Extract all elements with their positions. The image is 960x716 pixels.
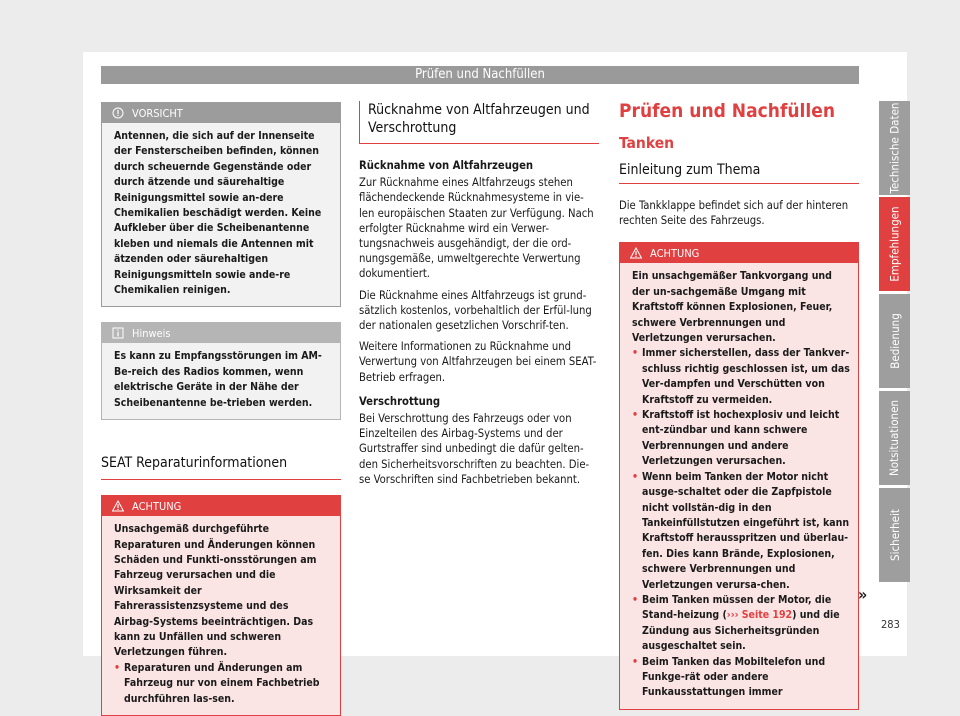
info-square-icon — [112, 327, 124, 339]
bullet-text: Wenn beim Tanken der Motor nicht ausge-schaltet oder die Zapfpistole nicht vollstän-dig in den Tankeinfüllstutzen eingeführt ist, kann Kraftstoff herausspritzen und überlau-fen. Dies kann Brände, Explosionen, schwere Verbrennungen und Verletzungen verursa-chen. — [642, 470, 850, 591]
subheading-return: Rücknahme von Altfahrzeugen — [359, 159, 534, 172]
continue-arrow-icon: » — [858, 585, 868, 604]
bullet-icon: • — [632, 593, 639, 606]
page-link[interactable]: ››› Seite 192 — [726, 609, 793, 622]
paragraph-return-3: Weitere Informationen zu Rücknahme und Verwertung von Altfahrzeugen bei einem SEAT-Betrieb erfragen. — [359, 340, 597, 384]
bullet-text-start: Beim Tanken müssen der Motor, die Stand-heizung ( — [642, 593, 832, 622]
subheading-scrapping: Verschrottung — [359, 394, 441, 408]
tab-empfehlungen[interactable] — [879, 197, 910, 291]
tab-technische-daten[interactable] — [879, 101, 910, 195]
tab-sicherheit[interactable] — [879, 488, 910, 582]
warning-text: Unsachgemäß durchgeführte Reparaturen und Änderungen können Schäden und Funkti-onsstörungen am Fahrzeug verursachen und die Wirksamkeit der Fahrerassistenzsysteme und des Airbag-Systems beeinträchtigen. Das kann zu Unfällen und schweren Verletzungen führen. — [114, 523, 317, 659]
section-title-repair: SEAT Reparaturinformationen — [101, 455, 341, 480]
hint-box — [101, 322, 341, 420]
bullet-icon: • — [114, 661, 121, 674]
intro-paragraph: Die Tankklappe befindet sich auf der hinteren rechten Seite des Fahrzeugs. — [619, 199, 849, 228]
warning-label: ACHTUNG — [650, 246, 700, 260]
bullet-icon: • — [632, 347, 639, 360]
bullet-text: Immer sicherstellen, dass der Tankver-schluss richtig geschlossen ist, um das Ver-dampfen und Verschütten von Kraftstoff zu vermeiden. — [642, 347, 850, 406]
tab-bedienung[interactable] — [879, 294, 910, 388]
page-header: Prüfen und Nachfüllen — [101, 66, 859, 84]
hint-text: Es kann zu Empfangsstörungen im AM-Be-reich des Radios kommen, wenn elektrische Geräte in der Nähe der Scheibenantenne be-trieben werden. — [102, 343, 340, 419]
page-number: 283 — [881, 618, 900, 631]
tab-label: Sicherheit — [887, 509, 902, 561]
bullet-icon: • — [632, 655, 639, 668]
warning-label: ACHTUNG — [132, 499, 182, 513]
caution-text: Antennen, die sich auf der Innenseite der Fensterscheiben befinden, können durch scheuernde Gegenstände oder durch ätzende und säurehaltige Reinigungsmittel sowie an-dere Chemikalien beschädigt werden. Keine Aufkleber über die Scheibenantenne kleben und niemals die Antennen mit ätzenden oder säurehaltigen Reinigungsmitteln sowie ande-re Chemikalien reinigen. — [102, 123, 340, 306]
warning-box-header — [102, 496, 340, 516]
warning-box-header — [620, 243, 858, 263]
warning-bullet — [632, 593, 852, 655]
caution-box — [101, 102, 341, 307]
warning-body — [620, 263, 858, 708]
paragraph-scrapping: Bei Verschrottung des Fahrzeugs oder von Einzelteilen des Airbag-Systems und der Gurtstraffer sind unbedingt die dafür gelten-den Sicherheitsvorschriften zu beachten. Die-se Vorschriften sind Fachbetrieben bekannt. — [359, 412, 590, 486]
right-column — [619, 100, 859, 710]
bullet-text: Reparaturen und Änderungen am Fahrzeug nur von einem Fachbetrieb durchführen las-sen. — [124, 661, 320, 705]
bullet-text-end: ) und die Zündung aus Sicherheitsgründen ausgeschaltet sein. — [642, 609, 840, 653]
chapter-subtitle: Tanken — [619, 134, 675, 152]
paragraph-return-2: Die Rücknahme eines Altfahrzeugs ist grund-sätzlich kostenlos, vorbehaltlich der Erfül-lung der nationalen gesetzlichen Vorschrif-ten. — [359, 288, 592, 333]
section-title-recycling: Rücknahme von Altfahrzeugen und Verschrottung — [359, 101, 599, 144]
caution-label: VORSICHT — [132, 106, 183, 120]
warning-triangle-icon — [630, 247, 642, 259]
bullet-icon: • — [632, 409, 639, 422]
section-title-intro: Einleitung zum Thema — [619, 162, 859, 184]
warning-body — [102, 516, 340, 715]
hint-box-header — [102, 323, 340, 343]
tab-label: Empfehlungen — [887, 206, 902, 282]
chapter-title: Prüfen und Nachfüllen — [619, 100, 836, 122]
tab-label: Technische Daten — [887, 102, 902, 194]
middle-column — [359, 101, 599, 487]
tab-label: Notsituationen — [887, 399, 902, 477]
warning-bullet — [632, 346, 852, 408]
warning-bullet — [632, 655, 852, 701]
warning-box-refuel — [619, 242, 859, 709]
bullet-text — [642, 593, 852, 655]
bullet-text: Kraftstoff ist hochexplosiv und leicht ent-zündbar und kann schwere Verbrennungen und andere Verletzungen verursachen. — [642, 409, 840, 468]
warning-bullet — [114, 661, 330, 707]
warning-box-repair — [101, 495, 341, 716]
left-column — [101, 102, 341, 716]
bullet-text: Beim Tanken das Mobiltelefon und Funkge-rät oder andere Funkausstattungen immer — [642, 655, 826, 699]
tab-label: Bedienung — [887, 313, 902, 369]
tab-notsituationen[interactable] — [879, 391, 910, 485]
info-circle-icon — [112, 107, 124, 119]
caution-box-header — [102, 103, 340, 123]
paragraph-return-1: Zur Rücknahme eines Altfahrzeugs stehen flächendeckende Rücknahmesysteme in vie-len europäischen Staaten zur Verfügung. Nach erfolgter Rücknahme wird ein Verwer-tungsnachweis ausgehändigt, der die ord-nungsgemäße, umweltgerechte Verwertung dokumentiert. — [359, 176, 594, 281]
hint-label: Hinweis — [132, 326, 171, 340]
warning-triangle-icon — [112, 500, 124, 512]
warning-bullet — [632, 470, 852, 593]
warning-text: Ein unsachgemäßer Tankvorgang und der un-sachgemäße Umgang mit Kraftstoff können Explosionen, Feuer, schwere Verbrennungen und Verletzungen verursachen. — [632, 270, 833, 345]
bullet-icon: • — [632, 470, 639, 483]
warning-bullet — [632, 408, 852, 470]
